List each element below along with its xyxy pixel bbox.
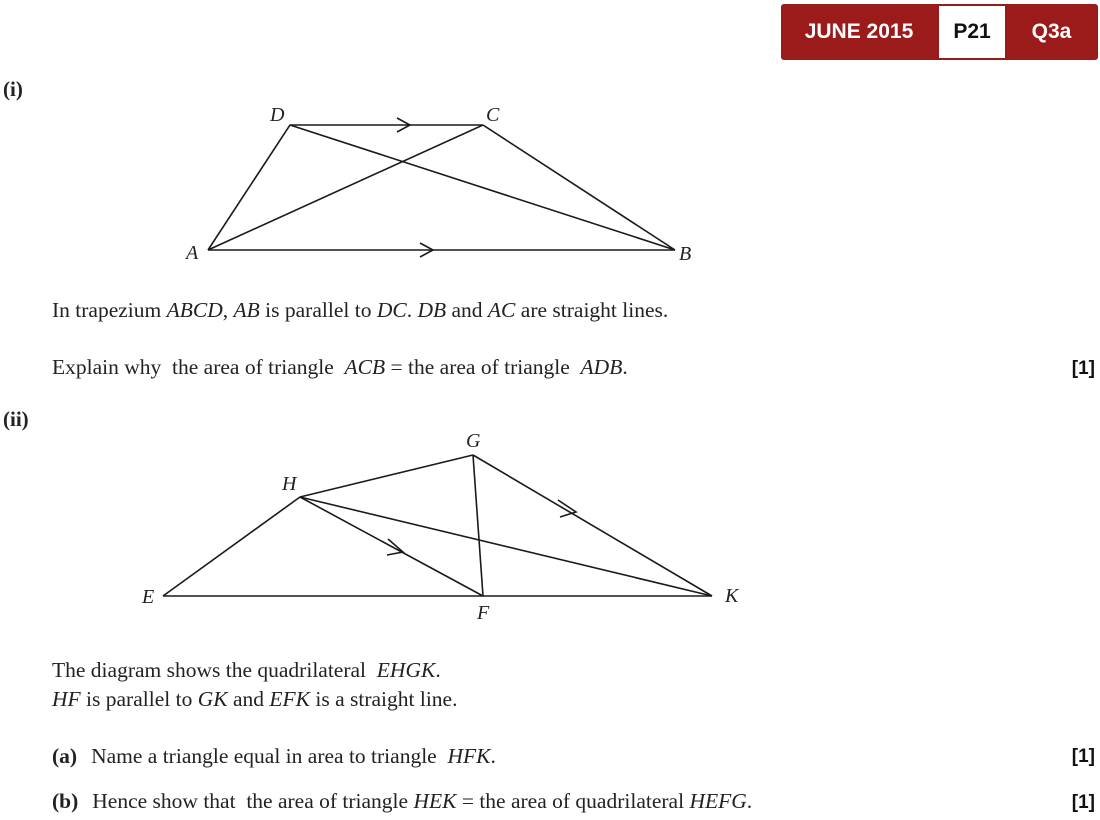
part-ii-a-question [52,744,496,769]
part-ii-a-label: (a) [52,744,78,768]
point-a-label: A [186,242,199,264]
part-ii-a-text: Name a triangle equal in area to triangle HFK. [91,744,496,768]
point-b-label: B [679,243,692,265]
side-eh [163,497,300,596]
part-ii-statement-line-1: The diagram shows the quadrilateral EHGK. [52,658,441,682]
point-f-label: F [477,602,490,624]
part-ii-label: (ii) [3,407,29,431]
side-hg [300,455,473,497]
part-i-marks: [1] [1071,358,1095,379]
part-ii-statement-line-2: HF is parallel to GK and EFK is a straight line. [52,687,458,711]
point-k-label: K [725,585,739,607]
part-i-statement: In trapezium ABCD, AB is parallel to DC. DB and AC are straight lines. [52,298,669,322]
line-hf [300,497,483,596]
exam-date: JUNE 2015 [804,20,914,43]
point-d-label: D [270,104,285,126]
part-ii-b-label: (b) [52,789,79,813]
side-gk [473,455,712,596]
point-h-label: H [282,473,297,495]
part-i-task: Explain why the area of triangle ACB = the area of triangle ADB. [52,355,628,379]
part-ii-b-question [52,789,752,814]
part-ii-a-marks: [1] [1071,746,1095,767]
diagonal-db [290,125,675,250]
side-cb [483,125,675,250]
part-ii-b-marks: [1] [1071,792,1095,813]
point-g-label: G [466,430,481,452]
paper-code: P21 [939,6,1005,58]
parallel-arrow-hf [387,539,403,555]
part-ii-b-text: Hence show that the area of triangle HEK = the area of quadrilateral HEFG. [92,789,753,813]
point-c-label: C [486,104,500,126]
point-e-label: E [142,586,155,608]
line-hk [300,497,712,596]
line-gf [473,455,483,596]
question-number: Q3a [1031,20,1072,43]
part-i-label: (i) [3,77,23,101]
